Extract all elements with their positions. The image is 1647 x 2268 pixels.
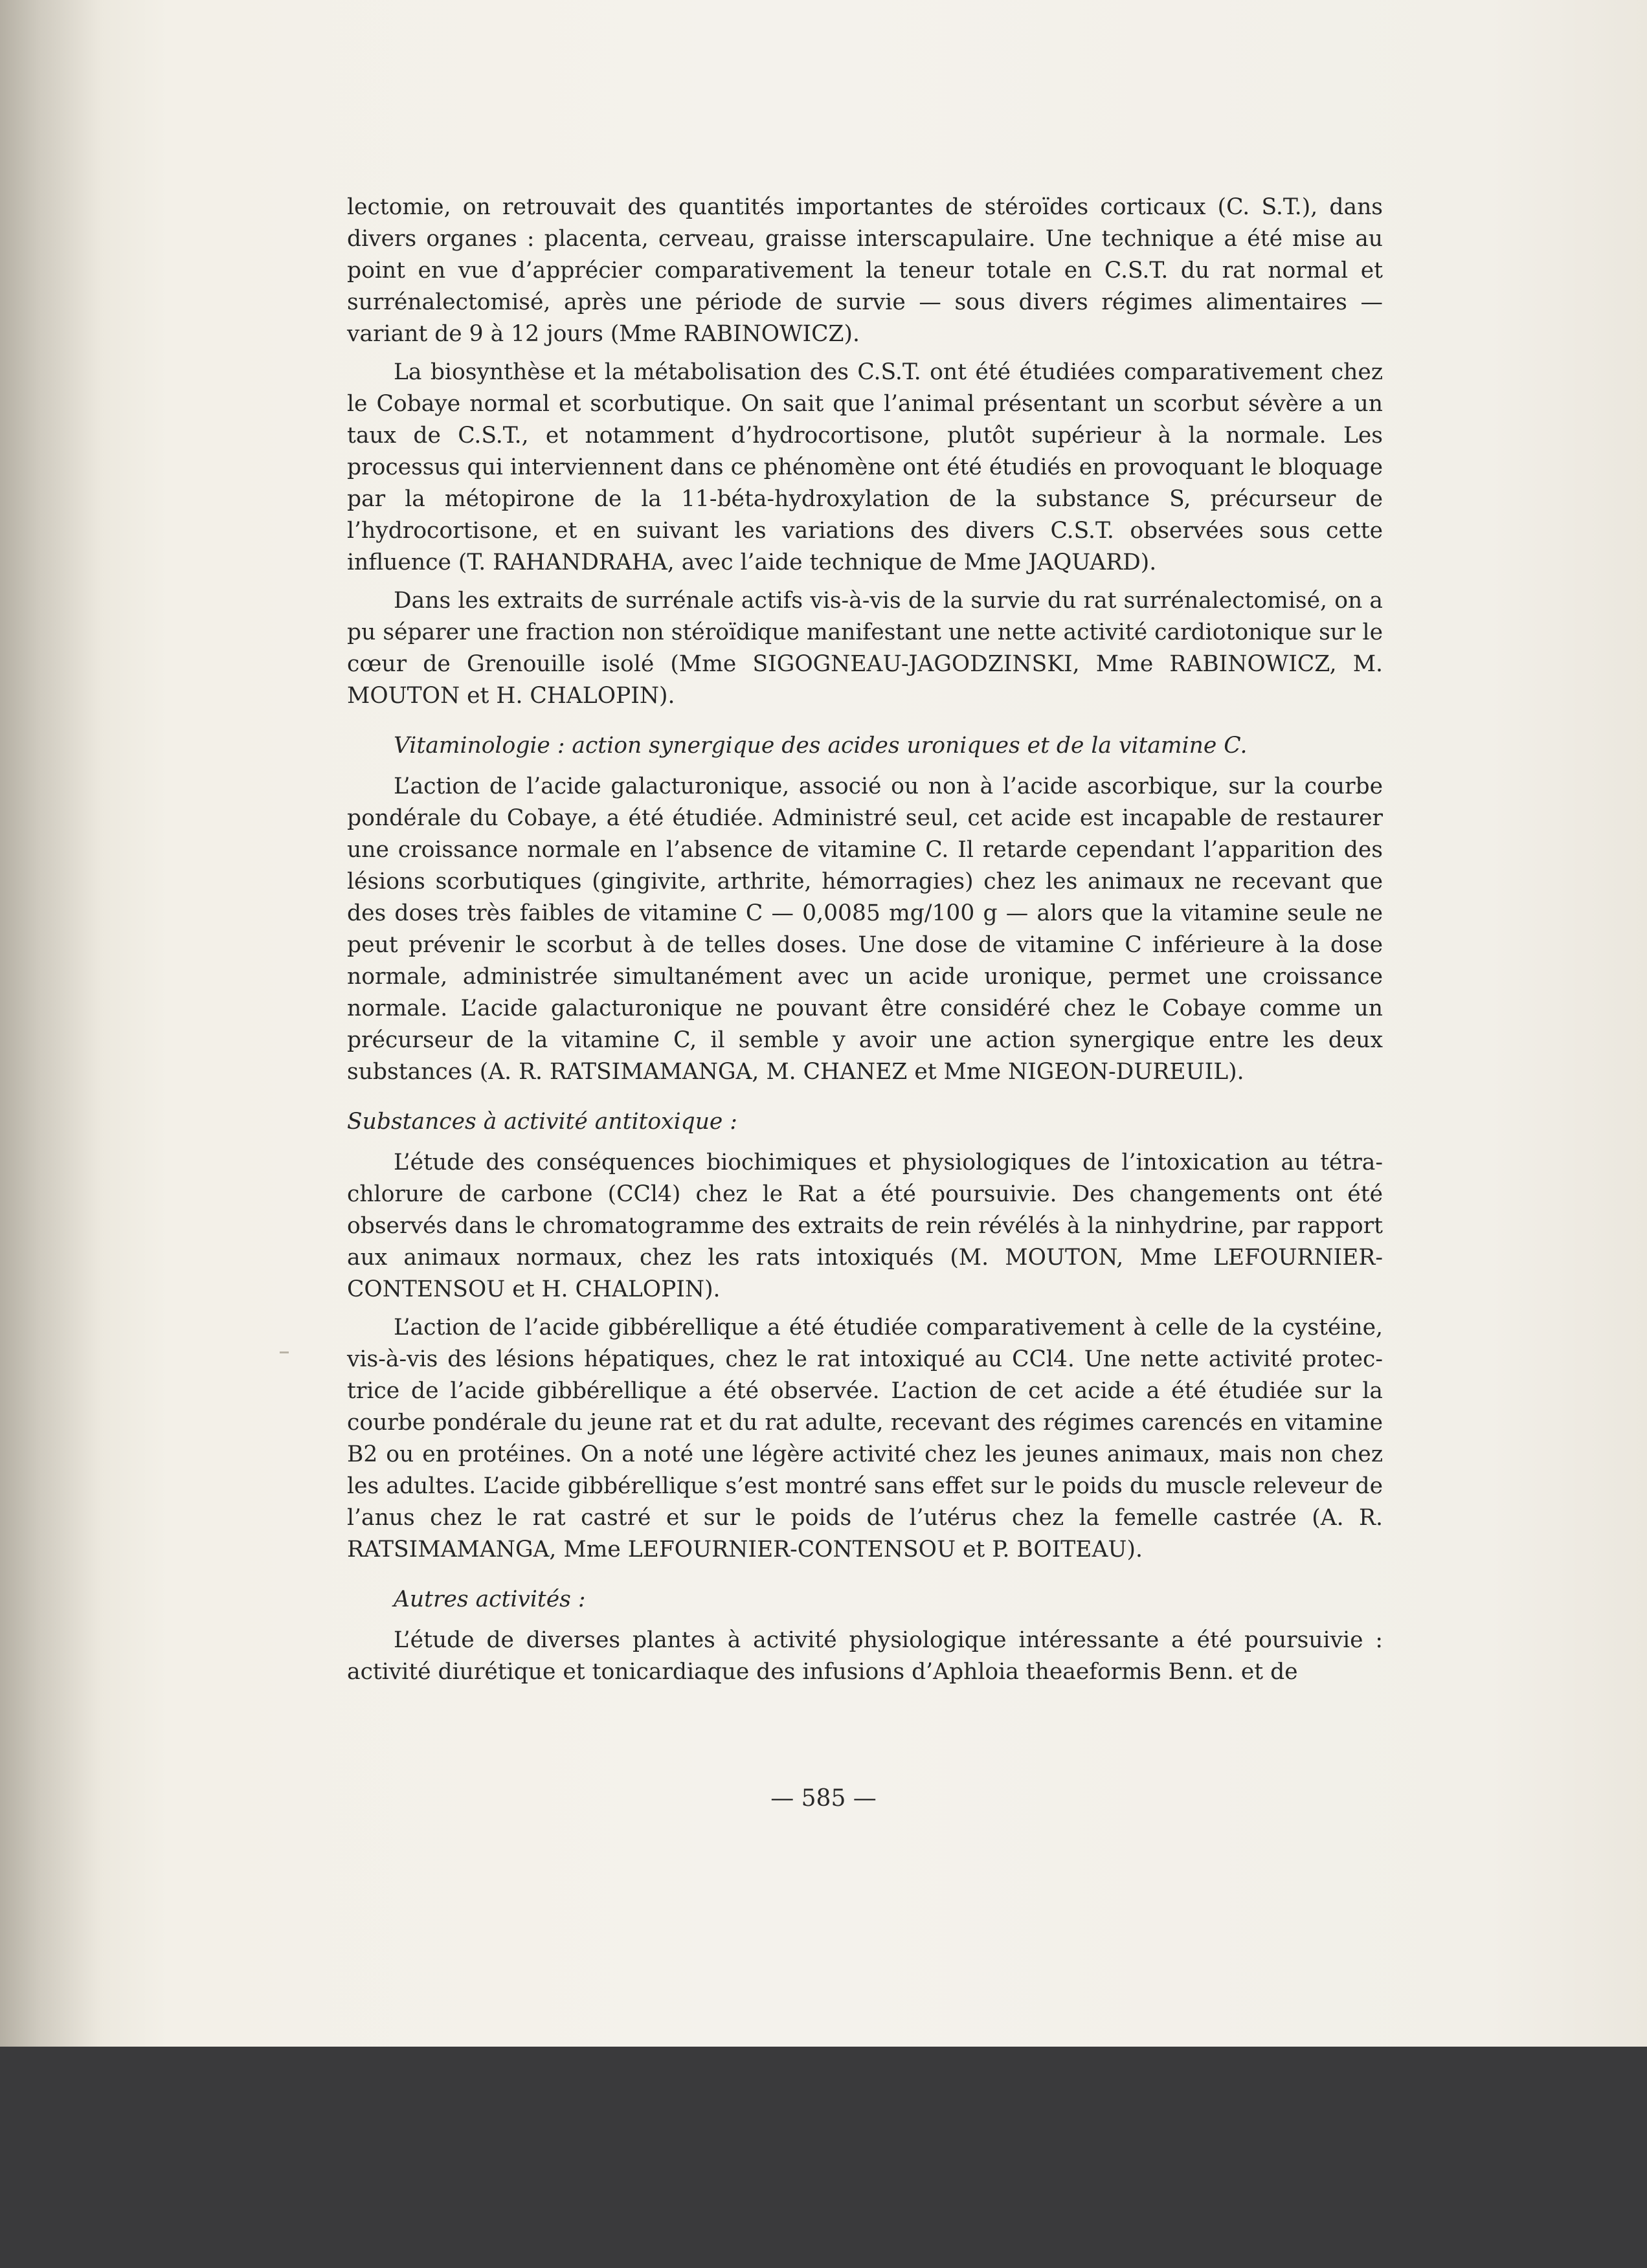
paragraph: L’action de l’acide gibbérellique a été étudiée comparativement à celle de la cystéine, vis-à-vis des lésions hépatiques, chez le rat intoxiqué au CCl4. Une nette activité protectrice de l’acide gibbérellique a été observée. L’action de cet acide a été étudiée sur la courbe pondérale du jeune rat et du rat adulte, recevant des régimes carencés en vitamine B2 ou en protéines. On a noté une légère activité chez les jeunes animaux, mais non chez les adultes. L’acide gibbérellique s’est montré sans effet sur le poids du muscle releveur de l’anus chez le rat castré et sur le poids de l’utérus chez la femelle castrée (A. R. RATSIMAMANGA, Mme LEFOURNIER-CONTENSOU et P. BOITEAU). xyxy=(347,1315,1383,1562)
margin-mark xyxy=(280,1351,289,1353)
book-gutter-shadow xyxy=(0,0,104,2047)
paragraph: L’action de l’acide galacturonique, associé ou non à l’acide ascorbique, sur la courbe pondérale du Cobaye, a été étudiée. Administré seul, cet acide est incapable de restaurer une croissance normale en l’absence de vitamine C. Il retarde cependant l’apparition des lésions scorbutiques (gingivite, arthrite, hémorragies) chez les animaux ne recevant que des doses très faibles de vitamine C — 0,0085 mg/100 g — alors que la vitamine seule ne peut prévenir le scorbut à de telles doses. Une dose de vitamine C inférieure à la dose normale, administrée simultanément avec un acide uronique, permet une croissance normale. L’acide galacturonique ne pouvant être considéré chez le Cobaye comme un précurseur de la vitamine C, il semble y avoir une action synergique entre les deux substances (A. R. RATSIMAMANGA, M. CHANEZ et Mme NIGEON-DUREUIL). xyxy=(347,773,1383,1085)
paragraph: Dans les extraits de surrénale actifs vis-à-vis de la survie du rat surrénalectomisé, on a pu séparer une fraction non stéroïdique manifestant une nette activité cardiotonique sur le cœur de Grenouille isolé (Mme SIGOGNEAU-JAGODZINSKI, Mme RABINOWICZ, M. MOUTON et H. CHALOPIN). xyxy=(347,588,1383,709)
page-number: — 585 — xyxy=(770,1785,877,1812)
paragraph: La biosynthèse et la métabolisation des C.S.T. ont été étudiées comparativement chez le Cobaye normal et scorbutique. On sait que l’animal présentant un scorbut sévère a un taux de C.S.T., et notamment d’hydrocortisone, plutôt supérieur à la normale. Les processus qui interviennent dans ce phénomène ont été étudiés en provoquant le bloquage par la métopirone de la 11-béta-hydroxylation de la substance S, précurseur de l’hydrocortisone, et en suivant les variations des divers C.S.T. observées sous cette influence (T. RAHANDRAHA, avec l’aide technique de Mme JAQUARD). xyxy=(347,359,1383,575)
body-text xyxy=(347,192,1383,1695)
section-heading-antitoxique: Substances à activité antitoxique : xyxy=(347,1109,737,1135)
paragraph: L’étude des conséquences biochimiques et physiologiques de l’intoxication au tétrachlorure de carbone (CCl4) chez le Rat a été poursuivie. Des changements ont été observés dans le chromatogramme des extraits de rein révélés à la ninhydrine, par rapport aux animaux normaux, chez les rats intoxiqués (M. MOUTON, Mme LEFOURNIER-CONTENSOU et H. CHALOPIN). xyxy=(347,1150,1383,1302)
paragraph: L’étude de diverses plantes à activité physiologique intéressante a été poursuivie : activité diurétique et tonicardiaque des infusions d’Aphloia theaeformis Benn. et de xyxy=(347,1627,1383,1685)
scanner-background xyxy=(0,2047,1647,2268)
section-heading-vitaminologie: Vitaminologie : action synergique des acides uroniques et de la vitamine C. xyxy=(394,733,1248,759)
paragraph: lectomie, on retrouvait des quantités importantes de stéroïdes corticaux (C. S.T.), dans divers organes : placenta, cerveau, graisse interscapulaire. Une technique a été mise au point en vue d’apprécier comparativement la teneur totale en C.S.T. du rat normal et surrénalectomisé, après une période de survie — sous divers régimes alimentaires — variant de 9 à 12 jours (Mme RABINOWICZ). xyxy=(347,194,1383,347)
section-heading-autres: Autres activités : xyxy=(394,1586,586,1612)
